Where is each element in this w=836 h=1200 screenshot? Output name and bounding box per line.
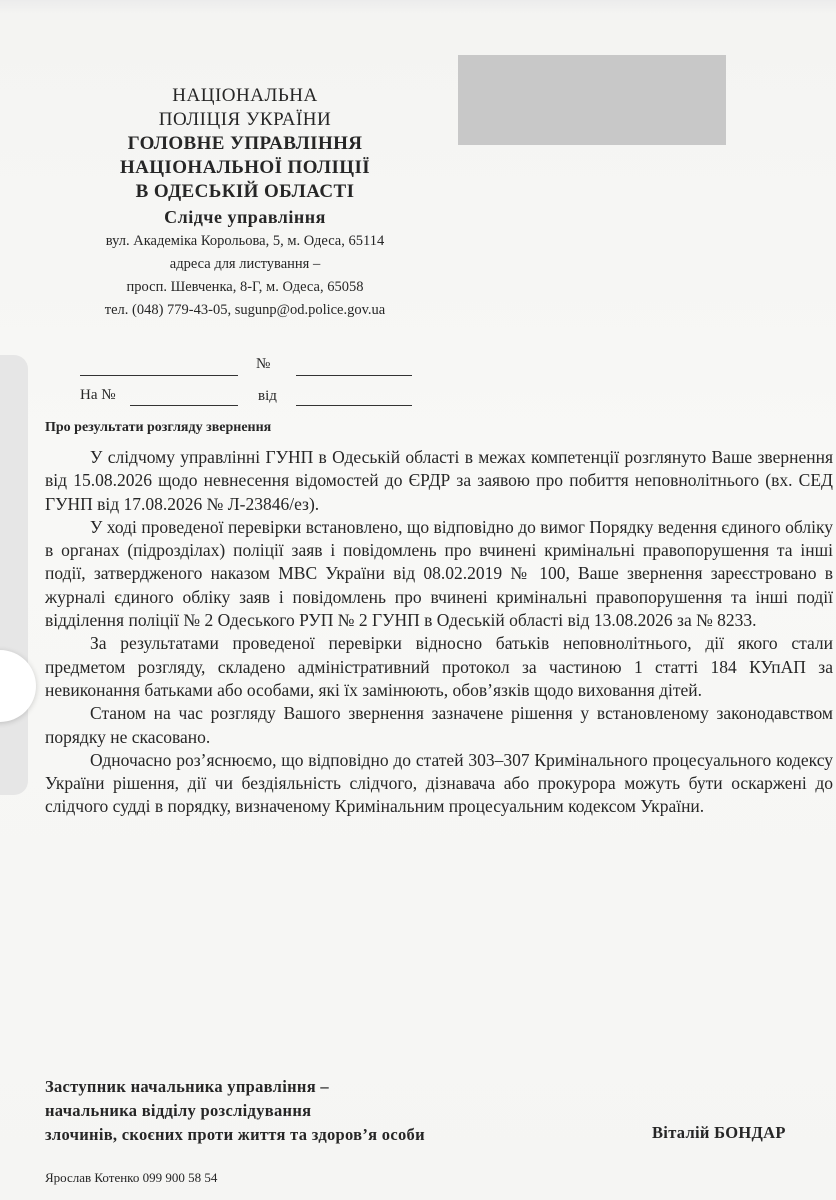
top-shadow <box>0 0 836 14</box>
position-line-3: злочинів, скоєних проти життя та здоров’я особи <box>45 1125 425 1144</box>
outgoing-number-blank <box>296 375 412 376</box>
address-line-3: просп. Шевченка, 8-Г, м. Одеса, 65058 <box>126 279 364 295</box>
paragraph-3: За результатами проведеної перевірки відносно батьків неповнолітнього, дії якого стали предметом розгляду, складено адміністративний протокол за частиною 1 статті 184 КУпАП за невиконання батьками або особами, які їх замінюють, обов’язків щодо виховання дітей. <box>45 633 833 700</box>
position-line-1: Заступник начальника управління – <box>45 1077 329 1096</box>
redacted-block <box>458 55 726 145</box>
executor-contact: Ярослав Котенко 099 900 58 54 <box>45 1170 218 1185</box>
incoming-date-blank <box>296 405 412 406</box>
paragraph-1: У слідчому управлінні ГУНП в Одеській області в межах компетенції розглянуто Ваше звернення від 15.08.2026 щодо невнесення відомостей до ЄРДР за заявою про побиття неповнолітнього (вх. СЕД ГУНП від 17.08.2026 № Л-23846/ез). <box>45 447 833 514</box>
letter-body <box>45 446 833 819</box>
department-name: Слідче управління <box>164 207 326 227</box>
signatory-name: Віталій БОНДАР <box>652 1123 786 1142</box>
letterhead <box>45 84 445 322</box>
letterhead-line-1: НАЦІОНАЛЬНА <box>172 85 318 106</box>
side-panel-handle[interactable] <box>0 355 28 795</box>
letter-subject: Про результати розгляду звернення <box>45 420 272 435</box>
from-label: від <box>258 388 277 404</box>
contacts-line: тел. (048) 779-43-05, sugunp@od.police.gov.ua <box>104 302 386 318</box>
letterhead-line-5: В ОДЕСЬКІЙ ОБЛАСТІ <box>135 181 355 202</box>
paragraph-2: У ході проведеної перевірки встановлено, що відповідно до вимог Порядку ведення єдиного обліку в органах (підрозділах) поліції заяв і повідомлень про вчинені кримінальні правопорушення та інші події, затвердженого наказом МВС України від 08.02.2019 № 100, Ваше звернення зареєстровано в журналі єдиного обліку заяв і повідомлень про вчинені кримінальні правопорушення та інші події відділення поліції № 2 Одеського РУП № 2 ГУНП в Одеській області від 13.08.2026 за № 8233. <box>45 516 833 631</box>
on-number-label: На № <box>80 387 116 403</box>
floating-assist-button[interactable] <box>0 650 36 722</box>
paragraph-4: Станом на час розгляду Вашого звернення зазначене рішення у встановленому законодавством порядку не скасовано. <box>45 703 833 747</box>
incoming-number-blank <box>130 405 238 406</box>
address-line-1: вул. Академіка Корольова, 5, м. Одеса, 65114 <box>105 233 385 249</box>
paragraph-5: Одночасно роз’яснюємо, що відповідно до статей 303–307 Кримінального процесуального кодексу України рішення, дії чи бездіяльність слідчого, дізнавача або прокурора можуть бути оскаржені до слідчого судді в порядку, визначеному Кримінальним процесуальним кодексом України. <box>45 749 833 817</box>
number-sign: № <box>256 356 271 372</box>
outgoing-date-blank <box>80 375 238 376</box>
address-line-2: адреса для листування – <box>169 256 321 272</box>
signatory-position <box>45 1075 585 1147</box>
letterhead-line-2: ПОЛІЦІЯ УКРАЇНИ <box>158 109 332 130</box>
position-line-2: начальника відділу розслідування <box>45 1101 312 1120</box>
letterhead-line-3: ГОЛОВНЕ УПРАВЛІННЯ <box>127 133 363 154</box>
letterhead-line-4: НАЦІОНАЛЬНОЇ ПОЛІЦІЇ <box>119 157 371 178</box>
